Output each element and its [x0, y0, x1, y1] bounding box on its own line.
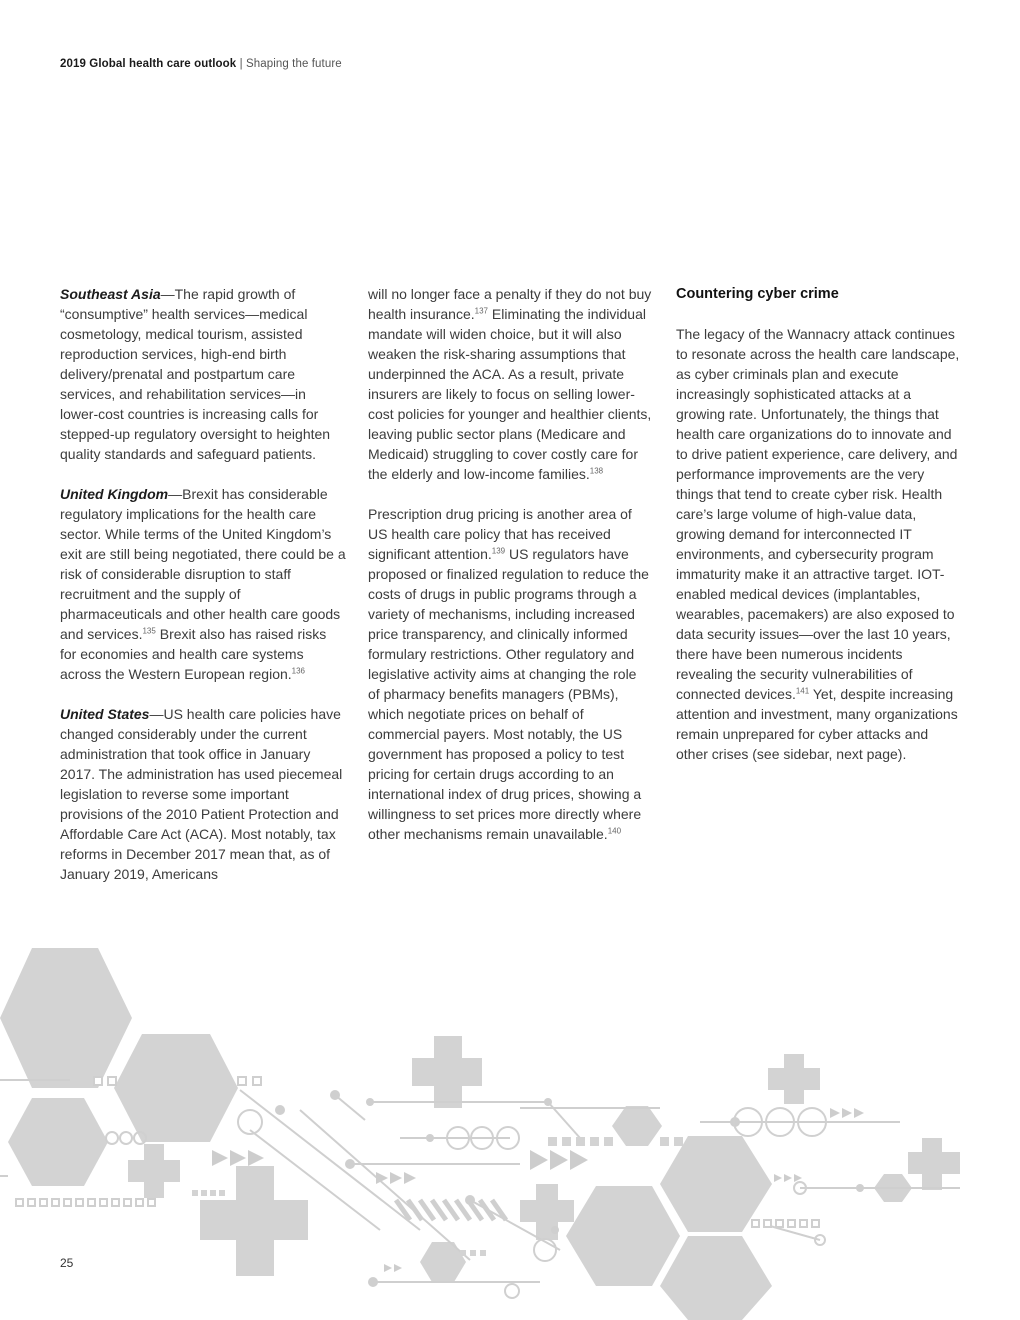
cross-shape: [200, 1166, 308, 1276]
paragraph-southeast-asia: [60, 284, 346, 464]
ring-node: [106, 1132, 118, 1144]
text-column-2: [368, 284, 652, 864]
page-number: 25: [60, 1256, 74, 1270]
region-lead-united-kingdom: United Kingdom: [60, 486, 169, 502]
paragraph-aca-continued: [368, 284, 652, 484]
paragraph-text: —Brexit has considerable regulatory implications for the health care sector. While terms of the United Kingdom’s exit are still being negotiated, there could be a risk of considerable disruption to staff recruitment and the supply of pharmaceuticals and other health care goods and services.: [60, 486, 346, 642]
footnote-ref: 139: [491, 546, 506, 556]
node-dot: [345, 1159, 355, 1169]
publication-title: 2019 Global health care outlook: [60, 58, 237, 70]
header-separator: |: [236, 58, 246, 70]
hexagon-shape: [114, 1034, 238, 1142]
text-column-1: [60, 284, 346, 904]
paragraph-text: will no longer face a penalty if they do not buy health insurance.: [368, 286, 652, 322]
hexagon-shape: [612, 1106, 662, 1146]
hexagon-shape: [8, 1098, 108, 1186]
footnote-ref: 140: [607, 826, 622, 836]
cross-shape: [128, 1144, 180, 1198]
paragraph-text: The legacy of the Wannacry attack continues to resonate across the health care landscape, as cyber criminals plan and execute increasingly sophisticated attacks at a growing rate. Unfortunately, the things that health care organizations do to innovate and to drive patient experience, care delivery, and performance improvements are the very things that tend to create cyber risk. Health care’s large volume of high-value data, growing demand for interconnected IT environments, and cybersecurity program immaturity make it an attractive target. IOT-enabled medical devices (implantables, wearables, pacemakers) are also exposed to data security issues—over the last 10 years, there have been numerous incidents revealing the security vulnerabilities of connected devices.: [676, 326, 960, 702]
paragraph-text: Prescription drug pricing is another area of US health care policy that has received significant attention.: [368, 506, 632, 562]
running-header: [60, 58, 342, 70]
footnote-ref: 138: [589, 466, 604, 476]
hexagon-shape: [566, 1186, 680, 1286]
paragraph-text: US regulators have proposed or finalized regulation to reduce the costs of drugs in public programs through a variety of mechanisms, including increased price transparency, and clinically informed formulary restrictions. Other regulatory and legislative activity aims at changing the role of pharmacy benefits managers (PBMs), which negotiate prices on behalf of commercial payers. Most notably, the US government has proposed a policy to test pricing for certain drugs according to an international index of drug prices, showing a willingness to set prices more directly where other mechanisms remain unavailable.: [368, 546, 649, 842]
region-lead-southeast-asia: Southeast Asia: [60, 286, 161, 302]
paragraph-drug-pricing: [368, 504, 652, 844]
region-lead-united-states: United States: [60, 706, 150, 722]
paragraph-text: Eliminating the individual mandate will widen choice, but it will also weaken the risk-sharing assumptions that underpinned the ACA. As a result, private insurers are likely to focus on selling lower-cost policies for younger and healthier clients, leaving public sector plans (Medicare and Medicaid) struggling to cover costly care for the elderly and low-income families.: [368, 306, 652, 482]
paragraph-text: —The rapid growth of “consumptive” health services—medical cosmetology, medical tourism, assisted reproduction services, high-end birth delivery/prenatal and postpartum care services, and rehabilitation services—in lower-cost countries is increasing calls for stepped-up regulatory oversight to heighten quality standards and safeguard patients.: [60, 286, 331, 462]
cross-shape: [768, 1054, 820, 1104]
section-heading: Countering cyber crime: [676, 286, 839, 302]
paragraph-cyber-crime: [676, 324, 960, 764]
node-dot: [330, 1090, 340, 1100]
ring-node: [505, 1284, 519, 1298]
cross-shape: [908, 1138, 960, 1190]
hexagon-shape: [660, 1236, 772, 1320]
hexagon-network-illustration: [0, 930, 1020, 1320]
node-dot: [368, 1277, 378, 1287]
footnote-ref: 136: [291, 666, 306, 676]
node-dot: [366, 1098, 374, 1106]
footnote-ref: 137: [474, 306, 488, 316]
paragraph-united-states: [60, 704, 346, 884]
paragraph-text: Yet, despite increasing attention and investment, many organizations remain unprepared for cyber attacks and other crises (see sidebar, next page).: [676, 686, 958, 762]
node-dot: [275, 1105, 285, 1115]
text-column-3: [676, 284, 960, 784]
ring-node: [120, 1132, 132, 1144]
hexagon-shape: [660, 1136, 772, 1232]
publication-subtitle: Shaping the future: [245, 58, 342, 70]
node-dot: [856, 1184, 864, 1192]
paragraph-text: Brexit also has raised risks for economies and health care systems across the Western European region.: [60, 626, 327, 682]
hexagon-shape: [0, 948, 132, 1088]
paragraph-text: —US health care policies have changed considerably under the current administration that took office in January 2017. The administration has used piecemeal legislation to reverse some important provisions of the 2010 Patient Protection and Affordable Care Act (ACA). Most notably, tax reforms in December 2017 mean that, as of January 2019, Americans: [60, 706, 343, 882]
hexagon-shape: [420, 1242, 466, 1282]
node-dot: [551, 1226, 559, 1234]
footnote-ref: 135: [142, 626, 156, 636]
cross-shape: [412, 1036, 482, 1108]
node-dot: [544, 1098, 552, 1106]
footnote-ref: 141: [795, 686, 810, 696]
paragraph-united-kingdom: [60, 484, 346, 684]
node-dot: [426, 1134, 434, 1142]
